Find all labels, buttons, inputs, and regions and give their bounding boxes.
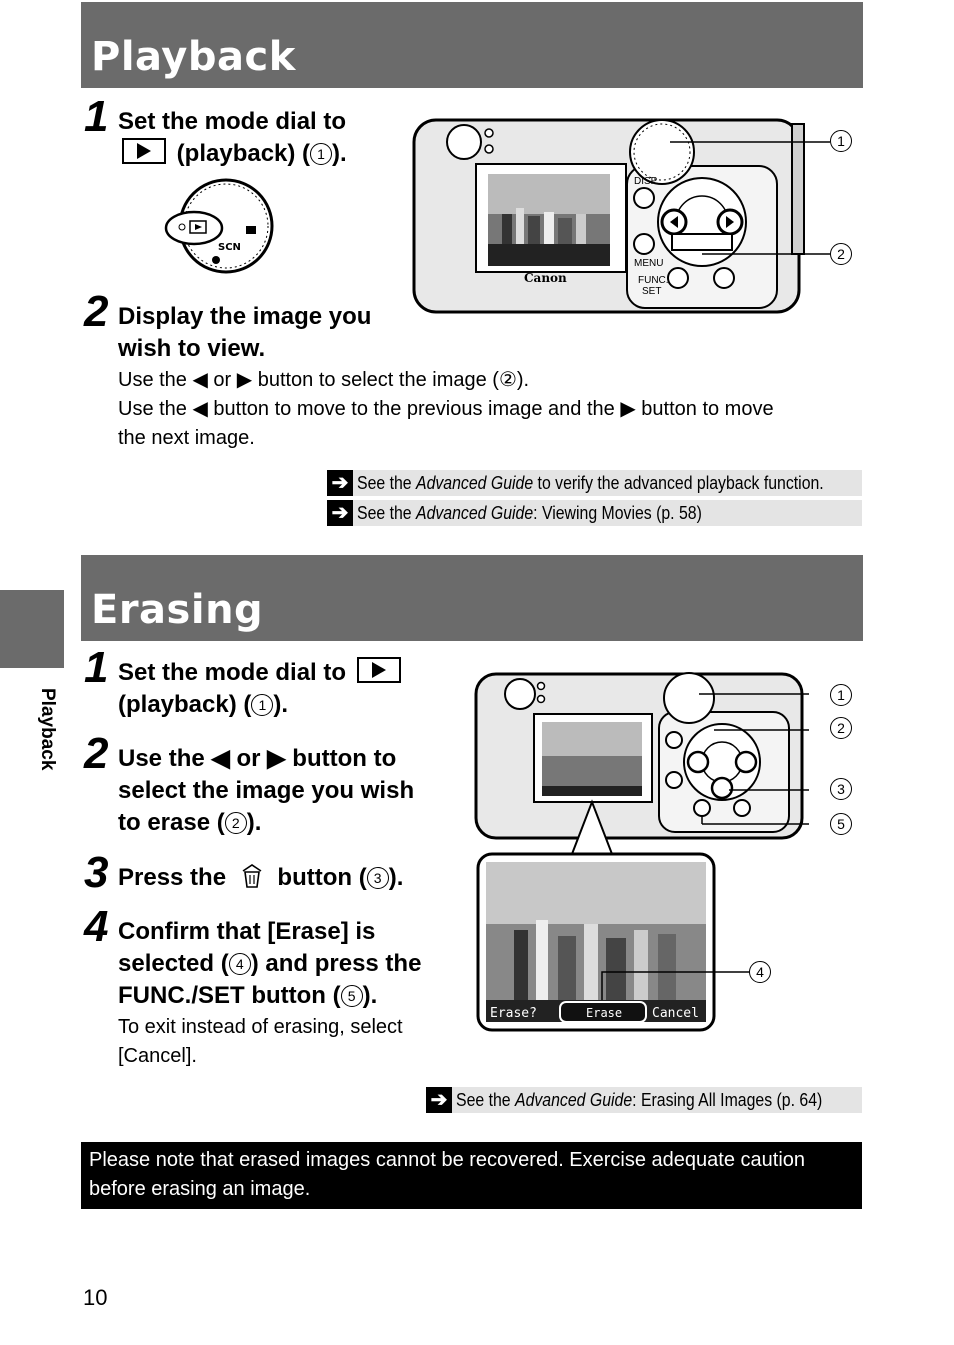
- page-number: 10: [83, 1285, 108, 1310]
- camera-illustration: [412, 116, 857, 316]
- callout-3: 3: [830, 778, 852, 800]
- step-number: 3: [84, 848, 109, 897]
- arrow-icon: ➔: [426, 1087, 452, 1113]
- arrow-icon: ➔: [327, 470, 353, 496]
- step-number: 2: [84, 287, 109, 336]
- svg-text:Cancel: Cancel: [652, 1006, 699, 1021]
- step-number: 1: [84, 643, 109, 692]
- circled-number: 2: [225, 812, 247, 834]
- reference-note: ➔ See the Advanced Guide: Viewing Movies (p. 58): [327, 500, 862, 526]
- playback-step2-title: Display the image you wish to view.: [118, 303, 372, 362]
- circled-number: 1: [310, 143, 332, 165]
- erasing-step4-title: Confirm that [Erase] is selected ( 4 ) and press the FUNC./SET button ( 5 ).: [118, 918, 422, 1009]
- camera-brand: Canon: [524, 271, 567, 285]
- playback-step1-line1: Set the mode dial to: [118, 108, 347, 135]
- playback-mode-icon: [122, 138, 166, 164]
- erasing-header: [81, 555, 863, 641]
- svg-text:Erase: Erase: [586, 1006, 623, 1020]
- callout-5: 5: [830, 813, 852, 835]
- circled-number: 1: [251, 694, 273, 716]
- playback-step2-body: Use the ◀ or ▶ button to select the image (②). Use the ◀ button to move to the previous image and the ▶ button to move the next image.: [118, 369, 774, 449]
- erasing-title: Erasing: [91, 587, 264, 633]
- callout-1: 1: [830, 684, 852, 706]
- playback-title: Playback: [91, 34, 296, 80]
- svg-text:SCN: SCN: [218, 242, 241, 253]
- step-number: 1: [84, 92, 109, 141]
- warning-box: Please note that erased images cannot be recovered. Exercise adequate caution before erasing an image.: [81, 1142, 862, 1209]
- circled-number: 3: [367, 867, 389, 889]
- trash-icon: [239, 863, 265, 889]
- callout-4: 4: [749, 961, 771, 983]
- svg-text:FUNC.: FUNC.: [638, 275, 669, 286]
- mode-dial-illustration: [160, 178, 278, 276]
- playback-step1-line2: (playback) ( 1 ).: [118, 138, 347, 170]
- circled-number: 5: [341, 985, 363, 1007]
- side-tab-label: Playback: [37, 688, 58, 771]
- playback-step1-title: [118, 106, 347, 170]
- callout-1: 1: [830, 130, 852, 152]
- arrow-icon: ➔: [327, 500, 353, 526]
- playback-mode-icon: [357, 657, 401, 683]
- callout-2: 2: [830, 243, 852, 265]
- circled-number: 4: [229, 953, 251, 975]
- erasing-step2-title: Use the ◀ or ▶ button to select the image you wish to erase ( 2 ).: [118, 745, 415, 836]
- svg-text:SET: SET: [642, 286, 662, 297]
- playback-header: [81, 2, 863, 88]
- step-number: 4: [84, 902, 109, 951]
- erasing-step4-body: To exit instead of erasing, select [Cancel].: [118, 1016, 403, 1067]
- erasing-step3-title: Press the button ( 3 ).: [118, 864, 404, 891]
- callout-2: 2: [830, 717, 852, 739]
- reference-note: ➔ See the Advanced Guide to verify the advanced playback function.: [327, 470, 862, 496]
- reference-note: ➔ See the Advanced Guide: Erasing All Images (p. 64): [426, 1087, 862, 1113]
- erasing-step1-title: Set the mode dial to (playback) ( 1 ).: [118, 657, 405, 721]
- svg-text:Erase?: Erase?: [490, 1006, 537, 1021]
- side-tab: [0, 590, 64, 668]
- svg-text:DISP.: DISP.: [634, 176, 659, 187]
- svg-text:MENU: MENU: [634, 258, 664, 269]
- step-number: 2: [84, 729, 109, 778]
